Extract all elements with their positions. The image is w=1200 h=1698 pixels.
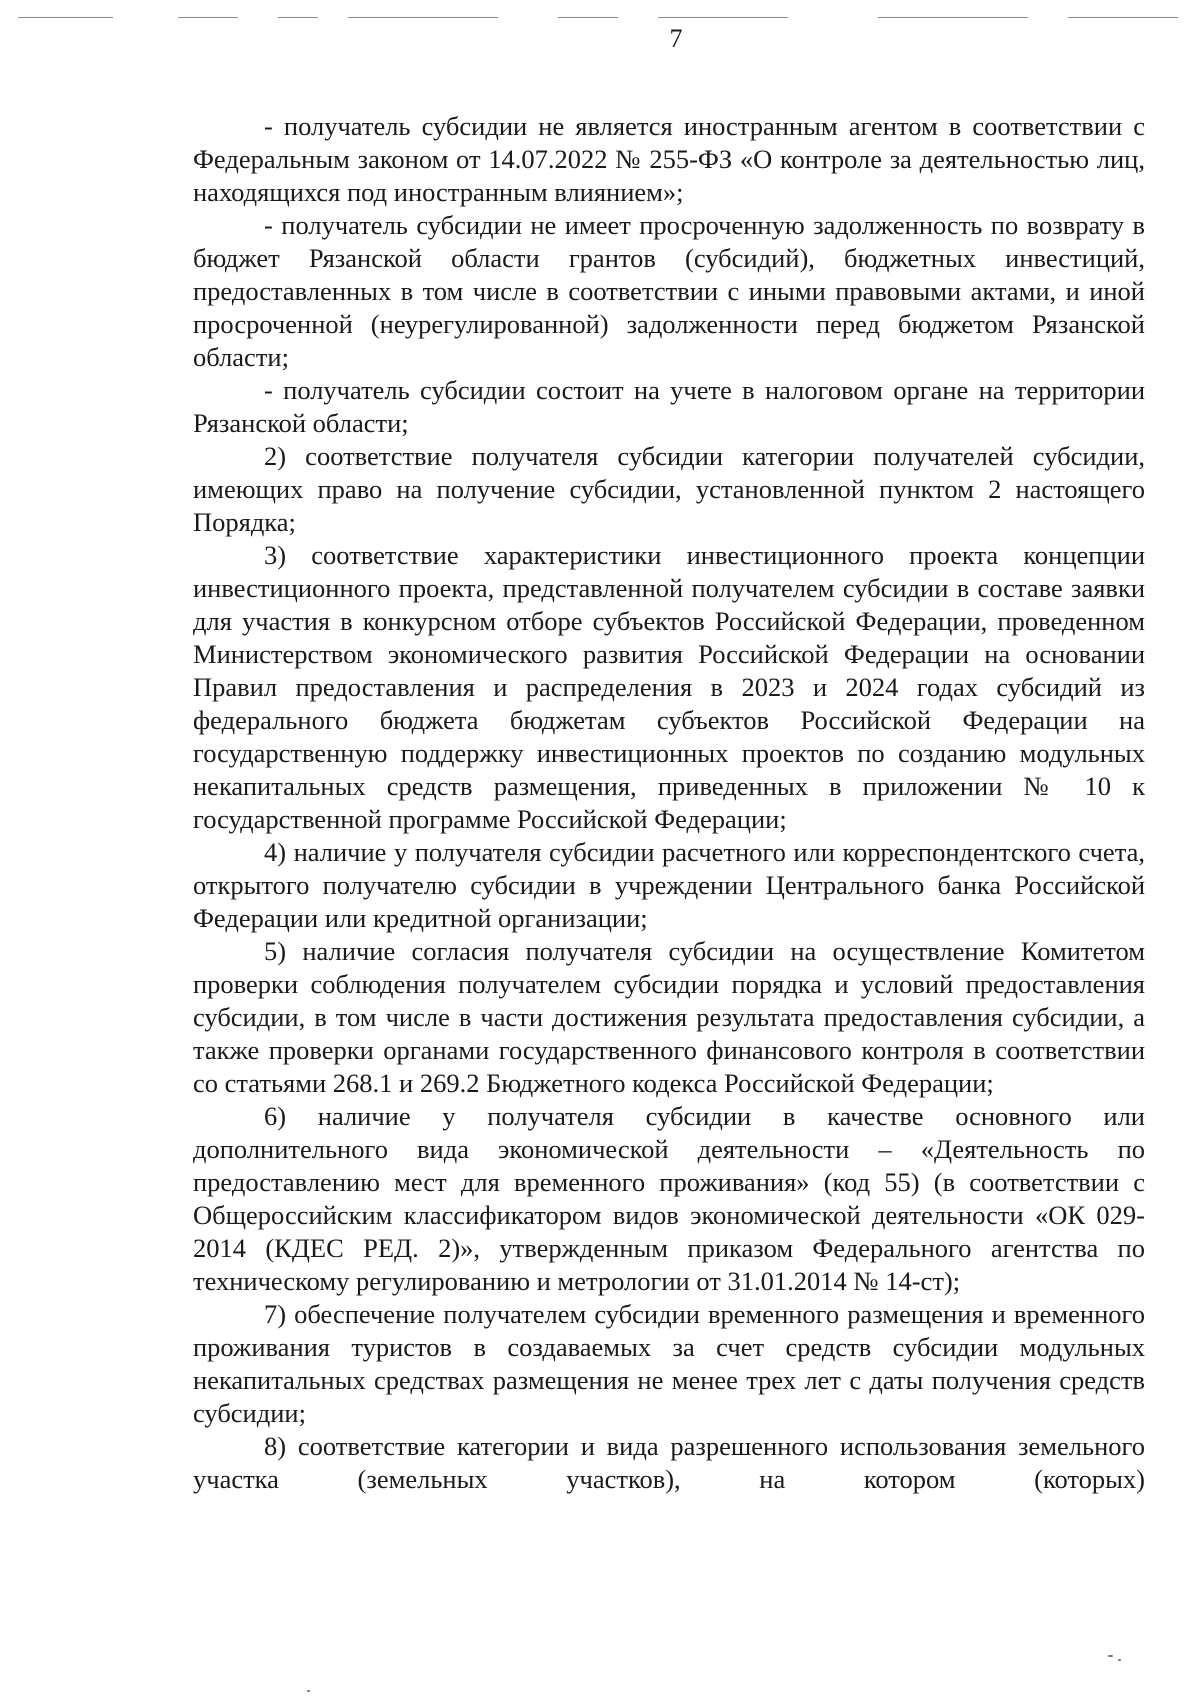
paragraph-item-6: 6) наличие у получателя субсидии в качестве основного или дополнительного вида экономической деятельности – «Деятельность по предоставлению мест для временного проживания» (код 55) (в соответствии с Общероссийским классификатором видов экономической деятельности «ОК 029-2014 (КДЕС РЕД. 2)», утвержденным приказом Федерального агентства по техническому регулированию и метрологии от 31.01.2014 № 14-ст); [193, 1101, 1145, 1296]
page-number: 7 [669, 24, 683, 53]
paragraph-item-7: 7) обеспечение получателем субсидии временного размещения и временного проживания туристов в создаваемых за счет средств субсидии модульных некапитальных средствах размещения не менее трех лет с даты получения средств субсидии; [193, 1299, 1145, 1428]
paragraph-item-4: 4) наличие у получателя субсидии расчетного или корреспондентского счета, открытого получателю субсидии в учреждении Центрального банка Российской Федерации или кредитной организации; [193, 837, 1145, 933]
scan-speck [307, 1690, 310, 1692]
scan-header-artifacts [18, 14, 1183, 24]
scan-speck [1118, 1659, 1121, 1661]
paragraph-item-3: 3) соответствие характеристики инвестиционного проекта концепции инвестиционного проекта, представленной получателем субсидии в составе заявки для участия в конкурсном отборе субъектов Российской Федерации, проведенном Министерством экономического развития Российской Федерации на основании Правил предоставления и распределения в 2023 и 2024 годах субсидий из федерального бюджета бюджетам субъектов Российской Федерации на государственную поддержку инвестиционных проектов по созданию модульных некапитальных средств размещения, приведенных в приложении № 10 к государственной программе Российской Федерации; [193, 540, 1145, 834]
paragraph-tax-registration: - получатель субсидии состоит на учете в налоговом органе на территории Рязанской области; [193, 375, 1145, 438]
paragraph-foreign-agent: - получатель субсидии не является иностранным агентом в соответствии с Федеральным законом от 14.07.2022 № 255-ФЗ «О контроле за деятельностью лиц, находящихся под иностранным влиянием»; [193, 111, 1145, 207]
paragraph-item-8: 8) соответствие категории и вида разрешенного использования земельного участка (земельных участков), на котором (которых) [193, 1431, 1145, 1494]
document-body [193, 110, 1145, 1496]
scan-speck [1108, 1655, 1113, 1657]
paragraph-item-2: 2) соответствие получателя субсидии категории получателей субсидии, имеющих право на получение субсидии, установленной пунктом 2 настоящего Порядка; [193, 441, 1145, 537]
paragraph-no-overdue-debt: - получатель субсидии не имеет просроченную задолженность по возврату в бюджет Рязанской области грантов (субсидий), бюджетных инвестиций, предоставленных в том числе в соответствии с иными правовыми актами, и иной просроченной (неурегулированной) задолженности перед бюджетом Рязанской области; [193, 210, 1145, 372]
paragraph-item-5: 5) наличие согласия получателя субсидии на осуществление Комитетом проверки соблюдения получателем субсидии порядка и условий предоставления субсидии, в том числе в части достижения результата предоставления субсидии, а также проверки органами государственного финансового контроля в соответствии со статьями 268.1 и 269.2 Бюджетного кодекса Российской Федерации; [193, 936, 1145, 1098]
